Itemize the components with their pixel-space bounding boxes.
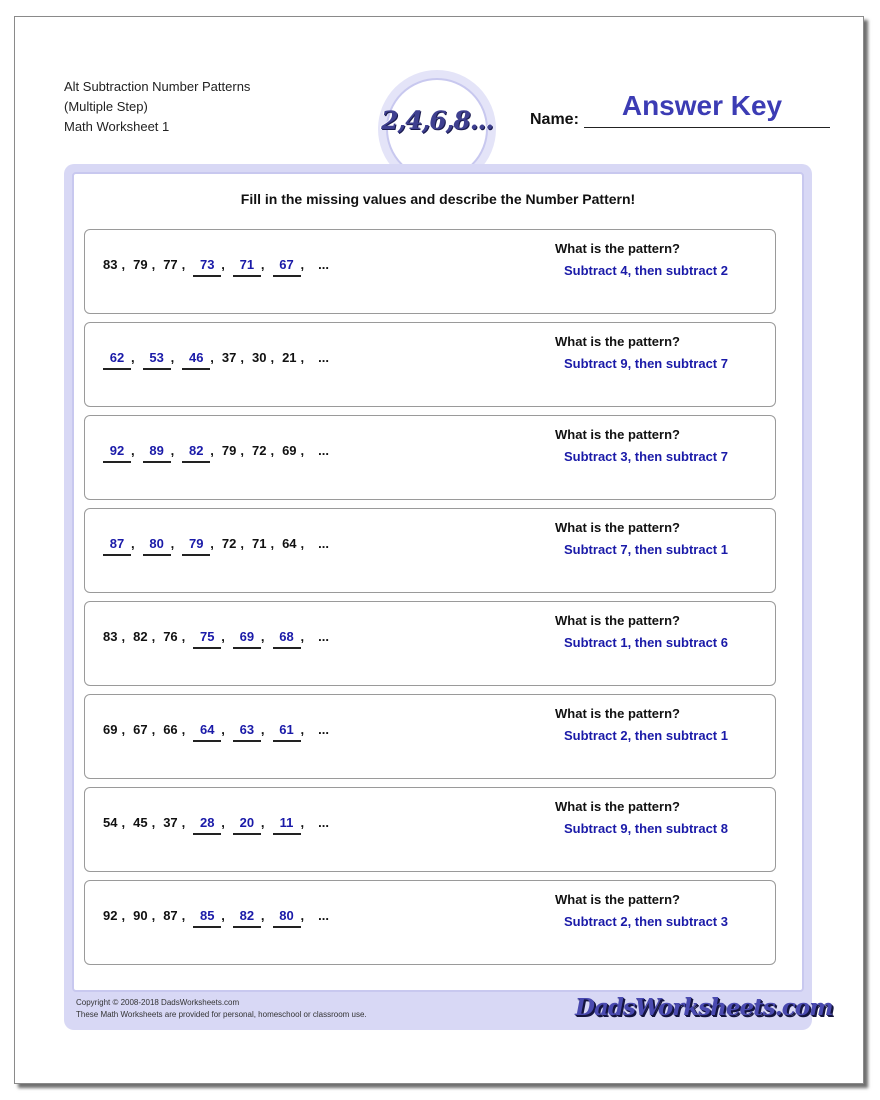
ellipsis: ... [318, 536, 329, 551]
given-term: 90 [133, 908, 148, 923]
problem-row [84, 787, 776, 872]
filled-answer-blank: 20 [233, 815, 261, 835]
filled-answer-blank: 46 [182, 350, 210, 370]
separator: , [170, 536, 175, 551]
pattern-question: What is the pattern? [555, 706, 680, 721]
given-term: 69 [282, 443, 297, 458]
given-term: 54 [103, 815, 118, 830]
given-term: 66 [163, 722, 178, 737]
separator: , [221, 722, 225, 737]
filled-answer-blank: 11 [273, 815, 301, 835]
separator: , [270, 443, 275, 458]
subtitle-line: (Multiple Step) [64, 99, 148, 114]
number-sequence [103, 815, 329, 835]
filled-answer-blank: 85 [193, 908, 221, 928]
separator: , [151, 722, 156, 737]
pattern-question: What is the pattern? [555, 520, 680, 535]
filled-answer-blank: 63 [233, 722, 261, 742]
filled-answer-blank: 64 [193, 722, 221, 742]
pattern-question: What is the pattern? [555, 613, 680, 628]
separator: , [300, 629, 305, 644]
separator: , [300, 443, 305, 458]
separator: , [131, 443, 135, 458]
separator: , [300, 815, 305, 830]
name-line [584, 127, 830, 128]
filled-answer-blank: 53 [143, 350, 171, 370]
filled-answer-blank: 80 [273, 908, 301, 928]
given-term: 83 [103, 257, 118, 272]
ellipsis: ... [318, 908, 329, 923]
given-term: 30 [251, 350, 267, 365]
separator: , [240, 443, 244, 458]
filled-answer-blank: 89 [143, 443, 171, 463]
given-term: 67 [133, 722, 148, 737]
usage-notice: These Math Worksheets are provided for personal, homeschool or classroom use. [76, 1010, 367, 1019]
given-term: 76 [163, 629, 178, 644]
separator: , [210, 443, 214, 458]
separator: , [121, 722, 126, 737]
pattern-answer: Subtract 9, then subtract 8 [564, 821, 728, 836]
pattern-answer: Subtract 1, then subtract 6 [564, 635, 728, 650]
pattern-question: What is the pattern? [555, 427, 680, 442]
separator: , [121, 815, 126, 830]
problem-row [84, 880, 776, 965]
separator: , [210, 536, 214, 551]
ellipsis: ... [318, 350, 329, 365]
separator: , [170, 350, 175, 365]
separator: , [300, 257, 305, 272]
number-sequence [103, 443, 329, 463]
given-term: 79 [133, 257, 148, 272]
separator: , [131, 536, 135, 551]
separator: , [221, 629, 225, 644]
ellipsis: ... [318, 257, 329, 272]
copyright-text: Copyright © 2008-2018 DadsWorksheets.com [76, 998, 240, 1007]
given-term: 69 [103, 722, 118, 737]
title-line: Alt Subtraction Number Patterns [64, 79, 251, 94]
separator: , [151, 908, 156, 923]
separator: , [260, 722, 265, 737]
ellipsis: ... [318, 443, 329, 458]
filled-answer-blank: 82 [182, 443, 210, 463]
separator: , [181, 722, 186, 737]
separator: , [221, 815, 225, 830]
given-term: 72 [221, 536, 237, 551]
filled-answer-blank: 79 [182, 536, 210, 556]
separator: , [181, 815, 186, 830]
separator: , [221, 908, 225, 923]
pattern-answer: Subtract 9, then subtract 7 [564, 356, 728, 371]
separator: , [270, 536, 275, 551]
problem-row [84, 229, 776, 314]
number-sequence [103, 908, 329, 928]
pattern-answer: Subtract 3, then subtract 7 [564, 449, 728, 464]
pattern-question: What is the pattern? [555, 892, 680, 907]
separator: , [240, 350, 244, 365]
problem-row [84, 415, 776, 500]
number-sequence [103, 536, 329, 556]
separator: , [151, 629, 156, 644]
separator: , [181, 257, 186, 272]
given-term: 77 [163, 257, 178, 272]
given-term: 21 [282, 350, 297, 365]
given-term: 82 [133, 629, 148, 644]
separator: , [260, 629, 265, 644]
answer-key-label: Answer Key [621, 90, 783, 121]
given-term: 64 [282, 536, 297, 551]
separator: , [221, 257, 225, 272]
given-term: 37 [163, 815, 178, 830]
number-sequence [103, 350, 329, 370]
ellipsis: ... [318, 815, 329, 830]
filled-answer-blank: 87 [103, 536, 131, 556]
pattern-answer: Subtract 2, then subtract 1 [564, 728, 728, 743]
separator: , [181, 629, 186, 644]
ellipsis: ... [318, 722, 329, 737]
badge-logo-text: 2,4,6,8... [381, 106, 493, 135]
separator: , [270, 350, 275, 365]
problem-row [84, 508, 776, 593]
filled-answer-blank: 62 [103, 350, 131, 370]
separator: , [300, 722, 305, 737]
separator: , [240, 536, 244, 551]
number-sequence [103, 722, 329, 742]
given-term: 72 [251, 443, 267, 458]
problem-row [84, 322, 776, 407]
problem-row [84, 601, 776, 686]
number-sequence [103, 629, 329, 649]
pattern-answer: Subtract 4, then subtract 2 [564, 263, 728, 278]
given-term: 79 [221, 443, 237, 458]
pattern-answer: Subtract 2, then subtract 3 [564, 914, 728, 929]
footer-text [76, 997, 367, 1021]
filled-answer-blank: 82 [233, 908, 261, 928]
filled-answer-blank: 61 [273, 722, 301, 742]
given-term: 87 [163, 908, 178, 923]
separator: , [121, 629, 126, 644]
separator: , [151, 815, 156, 830]
name-label: Name: [530, 111, 579, 128]
pattern-question: What is the pattern? [555, 334, 680, 349]
pattern-question: What is the pattern? [555, 799, 680, 814]
filled-answer-blank: 75 [193, 629, 221, 649]
filled-answer-blank: 28 [193, 815, 221, 835]
given-term: 37 [221, 350, 237, 365]
given-term: 83 [103, 629, 118, 644]
separator: , [151, 257, 156, 272]
filled-answer-blank: 68 [273, 629, 301, 649]
problem-row [84, 694, 776, 779]
filled-answer-blank: 80 [143, 536, 171, 556]
ellipsis: ... [318, 629, 329, 644]
separator: , [260, 257, 265, 272]
separator: , [300, 536, 305, 551]
instructions: Fill in the missing values and describe the Number Pattern! [240, 191, 636, 207]
separator: , [121, 908, 126, 923]
separator: , [181, 908, 186, 923]
worksheet-title [64, 77, 250, 137]
filled-answer-blank: 73 [193, 257, 221, 277]
separator: , [210, 350, 214, 365]
filled-answer-blank: 69 [233, 629, 261, 649]
separator: , [300, 350, 305, 365]
separator: , [131, 350, 135, 365]
separator: , [121, 257, 126, 272]
worksheet-number-line: Math Worksheet 1 [64, 119, 170, 134]
filled-answer-blank: 92 [103, 443, 131, 463]
filled-answer-blank: 71 [233, 257, 261, 277]
pattern-answer: Subtract 7, then subtract 1 [564, 542, 728, 557]
separator: , [260, 815, 265, 830]
pattern-question: What is the pattern? [555, 241, 680, 256]
dadsworksheets-logo: DadsWorksheets.com [575, 994, 833, 1021]
separator: , [170, 443, 175, 458]
given-term: 45 [133, 815, 148, 830]
given-term: 71 [251, 536, 267, 551]
separator: , [300, 908, 305, 923]
given-term: 92 [103, 908, 118, 923]
filled-answer-blank: 67 [273, 257, 301, 277]
separator: , [260, 908, 265, 923]
number-sequence [103, 257, 329, 277]
